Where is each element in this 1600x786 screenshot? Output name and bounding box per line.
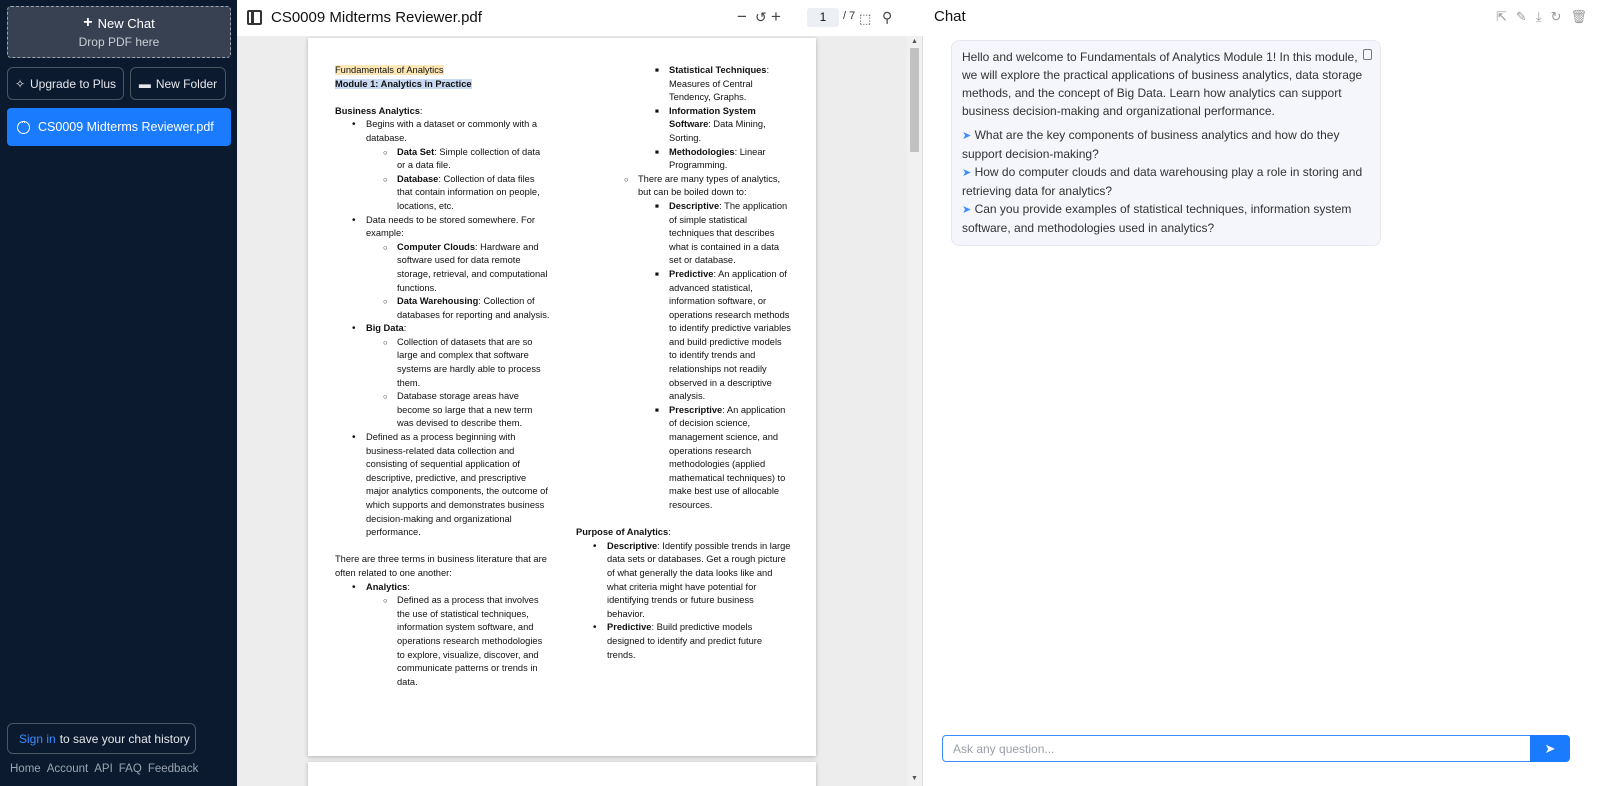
edit-icon[interactable]: ✎ bbox=[1515, 9, 1527, 24]
pdf-page bbox=[308, 38, 816, 756]
db-item: ○ Database: Collection of data files that contain information on people, locations, etc. bbox=[335, 173, 550, 214]
dw-item: ○ Data Warehousing: Collection of databases for reporting and analysis. bbox=[335, 295, 550, 322]
pdf-title: CS0009 Midterms Reviewer.pdf bbox=[271, 9, 482, 26]
doc-header-2: Module 1: Analytics in Practice bbox=[335, 78, 472, 89]
suggested-question-3[interactable]: ➤ Can you provide examples of statistical techniques, information system software, and methodologies used in analytics? bbox=[962, 202, 1352, 235]
send-button[interactable] bbox=[1530, 735, 1570, 762]
signin-box bbox=[7, 723, 196, 754]
page-total: / 7 bbox=[843, 10, 856, 22]
folder-plus-icon: ▬ bbox=[138, 76, 151, 91]
scroll-up-icon[interactable]: ▲ bbox=[911, 38, 918, 45]
purpose-title: Purpose of Analytics: bbox=[576, 527, 671, 538]
sidebar bbox=[0, 0, 237, 786]
three-terms: There are three terms in business literature that are often related to one another: bbox=[335, 554, 547, 578]
drop-hint: Drop PDF here bbox=[78, 34, 160, 49]
footer-link-faq[interactable]: FAQ bbox=[118, 763, 142, 775]
pdf-toolbar bbox=[237, 0, 923, 36]
sidebar-toggle-icon[interactable] bbox=[247, 10, 262, 25]
footer-link-api[interactable]: API bbox=[94, 763, 113, 775]
ba-title: Business Analytics bbox=[335, 105, 420, 116]
pdf-scrollbar[interactable] bbox=[907, 36, 922, 786]
new-folder-button[interactable] bbox=[130, 67, 226, 100]
prescriptive-item: ■ Prescriptive: An application of decision science, management science, and operations research methodologies (applied mathematical techniques) to make best use of allocable resources. bbox=[576, 404, 791, 513]
upgrade-label: Upgrade to Plus bbox=[30, 76, 117, 91]
defined-item: • Defined as a process beginning with business-related data collection and consisting of sequential application of descriptive, predictive, and prescriptive major analytics components, the outcome of which supports and demonstrates business decision-making and organizational performance. bbox=[335, 431, 550, 540]
is-item: ■ Information System Software: Data Mining, Sorting. bbox=[576, 105, 791, 146]
page-number-input[interactable]: 1 bbox=[807, 8, 839, 27]
suggested-question-2[interactable]: ➤ How do computer clouds and data warehousing play a role in storing and retrieving data for analytics? bbox=[962, 165, 1363, 198]
me-item: ■ Methodologies: Linear Programming. bbox=[576, 146, 791, 173]
new-folder-label: New Folder bbox=[155, 76, 218, 91]
search-icon[interactable]: ⚲ bbox=[882, 9, 893, 25]
ba-item-1: • Begins with a dataset or commonly with a database. bbox=[335, 118, 550, 145]
predictive-item: ■ Predictive: An application of advanced statistical, information software, or operations research methods to identify predictive variables and build predictive models to identify trends and relationships not readily observed in a descriptive analysis. bbox=[576, 268, 791, 404]
analytics-def: ○ Defined as a process that involves the use of statistical techniques, information system software, and operations research methodologies to explore, visualize, discover, and communicate patterns or trends in data. bbox=[335, 594, 550, 689]
bd-item: • Big Data: bbox=[335, 322, 550, 336]
purpose-predictive: • Predictive: Build predictive models designed to identify and predict future trends. bbox=[576, 621, 791, 662]
pdf-viewer bbox=[237, 0, 923, 786]
send-icon: ➤ bbox=[962, 130, 972, 142]
suggested-question-1[interactable]: ➤ What are the key components of business analytics and how do they support decision-making? bbox=[962, 128, 1340, 161]
signin-link[interactable]: Sign in bbox=[19, 731, 56, 746]
ds-item: ○ Data Set: Simple collection of data or a data file. bbox=[335, 146, 550, 173]
zoom-in-icon[interactable]: + bbox=[771, 7, 781, 26]
send-icon: ➤ bbox=[1544, 740, 1556, 756]
scroll-down-icon[interactable]: ▼ bbox=[911, 775, 918, 782]
chat-pane bbox=[923, 0, 1600, 786]
analytics-item: • Analytics: bbox=[335, 581, 550, 595]
bd-sub-1: ○ Collection of datasets that are so large and complex that software systems are hardly able to process them. bbox=[335, 336, 550, 390]
send-icon: ➤ bbox=[962, 167, 972, 179]
rotate-icon[interactable]: ↺ bbox=[755, 9, 767, 25]
send-icon: ➤ bbox=[962, 204, 972, 216]
chat-bubble-icon bbox=[17, 121, 30, 134]
doc-header-1: Fundamentals of Analytics bbox=[335, 65, 444, 75]
plus-icon: + bbox=[83, 14, 93, 31]
chat-toolbar bbox=[1496, 9, 1587, 25]
many-item: ○ There are many types of analytics, but can be boiled down to: bbox=[576, 173, 791, 200]
question-input-wrapper bbox=[942, 735, 1550, 762]
footer-link-home[interactable]: Home bbox=[10, 763, 41, 775]
chat-title: Chat bbox=[934, 8, 966, 25]
new-chat-label: New Chat bbox=[97, 15, 155, 31]
new-chat-dropzone[interactable] bbox=[7, 6, 231, 58]
copy-icon[interactable] bbox=[1363, 49, 1372, 60]
cc-item: ○ Computer Clouds: Hardware and software used for data remote storage, retrieval, and computational functions. bbox=[335, 241, 550, 295]
signin-text: to save your chat history bbox=[59, 731, 190, 746]
descriptive-item: ■ Descriptive: The application of simple statistical techniques that describes what is contained in a data set or database. bbox=[576, 200, 791, 268]
sidebar-file-item[interactable] bbox=[7, 108, 231, 146]
purpose-descriptive: • Descriptive: Identify possible trends in large data sets or databases. Get a rough picture of what generally the data looks like and what criteria might have potential for identifying trends or future business behavior. bbox=[576, 540, 791, 622]
trash-icon[interactable]: 🗑 bbox=[1570, 9, 1587, 24]
intro-text: Hello and welcome to Fundamentals of Analytics Module 1! In this module, we will explore the practical applications of business analytics, data storage methods, and the concept of Big Data. Learn how analytics can support business decision-making and organizational performance. bbox=[962, 50, 1363, 118]
scroll-thumb[interactable] bbox=[910, 48, 919, 152]
footer-links bbox=[10, 763, 198, 775]
upgrade-button[interactable] bbox=[7, 67, 124, 100]
pdf-page-next bbox=[308, 762, 816, 786]
share-icon[interactable]: ⇱ bbox=[1496, 9, 1507, 24]
download-icon[interactable]: ⤓ bbox=[1535, 9, 1542, 24]
refresh-icon[interactable]: ↻ bbox=[1550, 9, 1562, 24]
select-cursor-icon[interactable]: ⬚ bbox=[859, 11, 872, 26]
footer-link-feedback[interactable]: Feedback bbox=[147, 763, 199, 775]
question-input[interactable] bbox=[953, 742, 1549, 756]
file-item-label: CS0009 Midterms Reviewer.pdf bbox=[38, 120, 214, 134]
store-item: • Data needs to be stored somewhere. For example: bbox=[335, 214, 550, 241]
sparkle-icon: ✧ bbox=[14, 76, 25, 91]
bd-sub-2: ○ Database storage areas have become so large that a new term was devised to describe them. bbox=[335, 390, 550, 431]
pdf-left-column: Fundamentals of Analytics Module 1: Analytics in Practice Business Analytics: • Begins with a dataset or commonly with a database. ○ Data Set: Simple collection of data or a data file. ○ Database: Collection of data files that contain information on people, locations, etc. • Data needs to be stored somewhere. For example: ○ Computer Clouds: Hardware and software used for data remote storage, retrieval, and computational functions. ○ Data Warehousing: Collection of databases for reporting and analysis. • Big Data: ○ Collection of datasets that are so large and complex that software systems are hardly able to process them. ○ Database storage areas have become so large that a new term was devised to describe them. • Defined as a process beginning with business-related data collection and consisting of sequential application of descriptive, predictive, and prescriptive major analytics components, the outcome of which supports and demonstrates business decision-making and organizational performance. There are three terms in business literature that are often related to one another: • Analytics: ○ Defined as a process that involves the use of statistical techniques, information system software, and operations research methodologies to explore, visualize, discover, and communicate patterns or trends in data. bbox=[335, 64, 550, 689]
assistant-message bbox=[951, 40, 1381, 246]
pdf-scroll-area[interactable] bbox=[237, 36, 923, 786]
st-item: ■ Statistical Techniques: Measures of Central Tendency, Graphs. bbox=[576, 64, 791, 105]
pdf-right-column bbox=[576, 64, 791, 662]
zoom-out-icon[interactable]: − bbox=[737, 7, 747, 26]
footer-link-account[interactable]: Account bbox=[46, 763, 89, 775]
